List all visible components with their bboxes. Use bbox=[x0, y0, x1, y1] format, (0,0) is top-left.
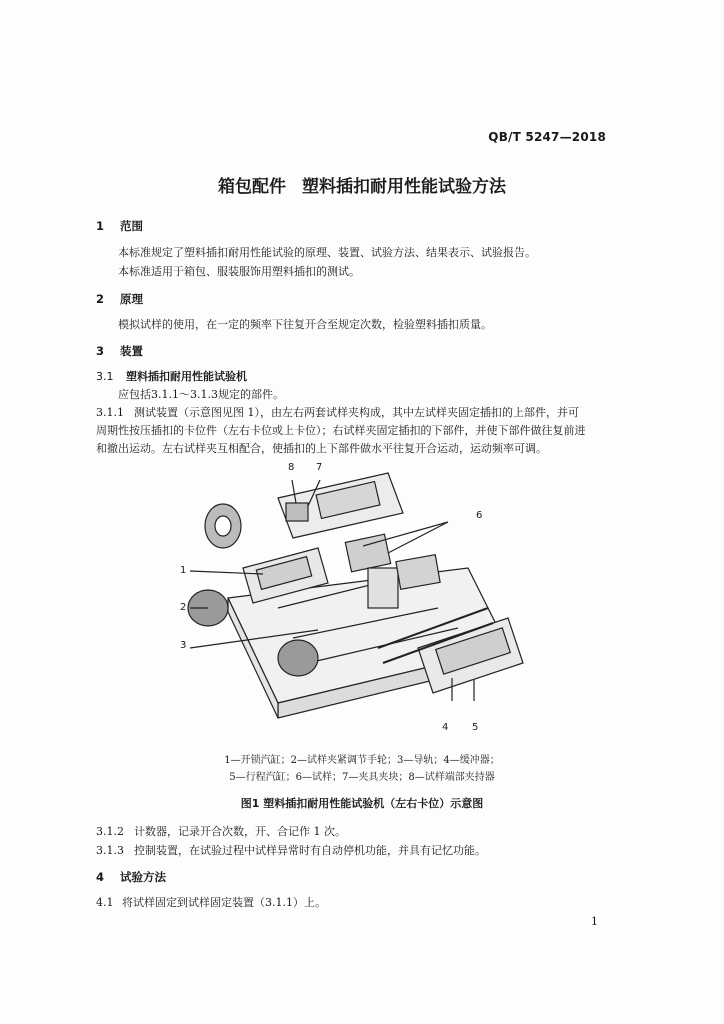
figure-label-6: 6 bbox=[476, 510, 483, 521]
section-title: 试验方法 bbox=[120, 870, 166, 884]
section-number: 4 bbox=[96, 870, 105, 884]
section-3-1-heading bbox=[96, 368, 247, 384]
clause-text: 将试样固定到试样固定装置（3.1.1）上。 bbox=[122, 896, 326, 909]
figure-legend-line2: 5—行程汽缸；6—试样；7—夹具夹块；8—试样端部夹持器 bbox=[229, 772, 495, 783]
figure-label-2: 2 bbox=[180, 602, 187, 613]
figure-label-3: 3 bbox=[180, 640, 187, 651]
section-3-heading bbox=[96, 343, 143, 359]
clause-text: 计数器，记录开合次数，开、合记作 1 次。 bbox=[134, 825, 346, 838]
section-number: 3.1 bbox=[96, 370, 114, 383]
document-title: 箱包配件 塑料插扣耐用性能试验方法 bbox=[218, 177, 506, 197]
clause-3-1-2 bbox=[96, 823, 346, 839]
paragraph: 本标准适用于箱包、服装服饰用塑料插扣的测试。 bbox=[118, 265, 360, 278]
figure-label-5: 5 bbox=[472, 722, 479, 733]
paragraph: 应包括3.1.1～3.1.3规定的部件。 bbox=[118, 388, 284, 401]
section-title: 装置 bbox=[120, 344, 143, 358]
section-number: 3.1.1 bbox=[96, 406, 124, 419]
section-title: 塑料插扣耐用性能试验机 bbox=[126, 370, 247, 383]
test-machine-figure bbox=[168, 458, 528, 748]
figure-title: 图1 塑料插扣耐用性能试验机（左右卡位）示意图 bbox=[240, 797, 484, 810]
section-4-heading bbox=[96, 869, 166, 885]
figure-label-7: 7 bbox=[316, 462, 323, 473]
clause-3-1-3 bbox=[96, 842, 486, 858]
figure-label-4: 4 bbox=[442, 722, 449, 733]
section-number: 2 bbox=[96, 292, 105, 306]
section-title: 原理 bbox=[120, 292, 143, 306]
clause-4-1 bbox=[96, 894, 326, 910]
figure-legend-line1: 1—开锁汽缸；2—试样夹紧调节手轮；3—导轨；4—缓冲器； bbox=[224, 755, 500, 766]
clause-3-1-1-line2: 周期性按压插扣的卡位件（左右卡位或上卡位）；右试样夹固定插扣的下部件，并使下部件做往复前进 bbox=[96, 424, 586, 437]
paragraph: 模拟试样的使用，在一定的频率下往复开合至规定次数，检验塑料插扣质量。 bbox=[118, 318, 492, 331]
section-2-heading bbox=[96, 291, 143, 307]
clause-3-1-1-line1 bbox=[96, 404, 579, 420]
section-number: 3 bbox=[96, 344, 105, 358]
section-number: 3.1.3 bbox=[96, 844, 124, 857]
section-number: 3.1.2 bbox=[96, 825, 124, 838]
page-number: 1 bbox=[591, 915, 598, 928]
clause-text: 测试装置（示意图见图 1），由左右两套试样夹构成，其中左试样夹固定插扣的上部件，并可 bbox=[134, 406, 579, 419]
paragraph: 本标准规定了塑料插扣耐用性能试验的原理、装置、试验方法、结果表示、试验报告。 bbox=[118, 246, 536, 259]
clause-text: 控制装置，在试验过程中试样异常时有自动停机功能，并具有记忆功能。 bbox=[134, 844, 486, 857]
section-1-heading bbox=[96, 218, 143, 234]
clause-3-1-1-line3: 和撤出运动。左右试样夹互相配合，使插扣的上下部件做水平往复开合运动，运动频率可调。 bbox=[96, 442, 547, 455]
standard-code: QB/T 5247—2018 bbox=[488, 130, 606, 144]
figure-label-8: 8 bbox=[288, 462, 295, 473]
section-title: 范围 bbox=[120, 219, 143, 233]
figure-label-1: 1 bbox=[180, 565, 187, 576]
section-number: 1 bbox=[96, 219, 105, 233]
section-number: 4.1 bbox=[96, 896, 114, 909]
